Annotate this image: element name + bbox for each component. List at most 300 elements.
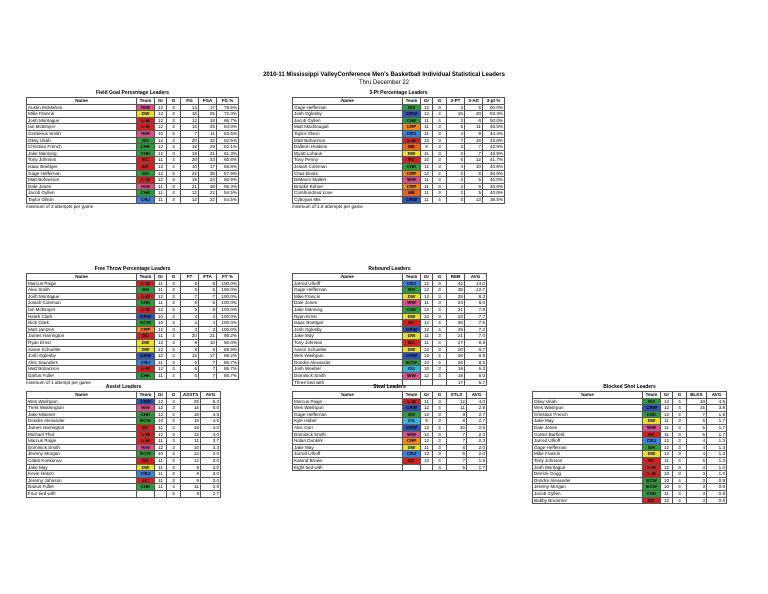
column-header: Name <box>27 392 137 399</box>
stat-cell: 25 <box>181 398 201 405</box>
stat-cell: 7.8 <box>465 306 487 313</box>
stat-cell: 12 <box>155 444 167 451</box>
stat-cell: 12 <box>421 111 433 118</box>
team-badge: CHK <box>643 411 661 418</box>
team-badge: DW <box>403 313 421 320</box>
player-name: Tony Johnson <box>293 339 403 346</box>
stat-cell: 15 <box>687 405 707 412</box>
stat-cell: 12 <box>181 190 199 197</box>
tp-note: minimum of 1.5 attempts per game <box>292 203 363 209</box>
stat-cell: 10 <box>447 424 467 431</box>
stat-cell: 10 <box>421 359 433 366</box>
stat-cell: 12 <box>155 117 167 124</box>
player-name: Matt Bohannon <box>293 137 403 144</box>
stat-cell: 6 <box>199 300 217 307</box>
stat-cell: 1.3 <box>707 438 727 445</box>
table-row <box>293 464 487 471</box>
stat-cell: 3 <box>167 280 181 287</box>
team-badge: EC <box>643 431 661 438</box>
stat-cell: 3 <box>433 398 447 405</box>
column-header: AVG <box>707 392 727 399</box>
stat-cell: 62.1% <box>217 144 239 151</box>
stat-cell: 11 <box>155 333 167 340</box>
team-badge: ECW <box>403 359 421 366</box>
stat-cell: 58.8% <box>217 163 239 170</box>
table-row <box>533 431 727 438</box>
player-name: Wyatt Lohaus <box>293 150 403 157</box>
team-badge: CRP <box>403 124 421 131</box>
stat-cell: 3 <box>433 366 447 373</box>
stat-cell: 38 <box>199 170 217 177</box>
player-name: Christian French <box>27 144 137 151</box>
column-header: Gr <box>155 392 167 399</box>
player-name: Isaac Boettger <box>27 163 137 170</box>
team-badge: CRW <box>137 353 155 360</box>
stat-cell: 12 <box>181 196 199 203</box>
column-header: Name <box>293 98 403 105</box>
column-header: G <box>673 392 687 399</box>
stat-cell: 8 <box>199 280 217 287</box>
stat-cell: 7.2 <box>465 326 487 333</box>
stat-cell: 3 <box>433 451 447 458</box>
stat-cell: 5 <box>465 177 483 184</box>
table-row <box>533 405 727 412</box>
player-name: Dondre Alexander <box>293 359 403 366</box>
stat-cell: 16 <box>465 137 483 144</box>
stat-cell: 11 <box>155 280 167 287</box>
column-header: Team <box>137 392 155 399</box>
table-row <box>293 183 505 190</box>
stat-cell: 11 <box>155 484 167 491</box>
table-row <box>27 464 221 471</box>
rb-title: Rebound Leaders <box>368 266 411 272</box>
stat-cell: 11 <box>421 183 433 190</box>
fg-table <box>26 97 239 204</box>
team-badge: CHK <box>403 163 421 170</box>
stat-cell: 88.9% <box>217 346 239 353</box>
team-badge: DW <box>643 451 661 458</box>
stat-cell: 2.5 <box>467 424 487 431</box>
stat-cell: 4 <box>167 313 181 320</box>
stat-cell: 12 <box>155 326 167 333</box>
stat-cell: 8 <box>447 411 467 418</box>
stat-cell: 12 <box>155 339 167 346</box>
table-row <box>293 196 505 203</box>
stat-cell: 12 <box>155 124 167 131</box>
stat-cell: 6 <box>199 287 217 294</box>
column-header: Team <box>643 392 661 399</box>
stat-cell: 3 <box>433 104 447 111</box>
stat-cell: 4 <box>673 484 687 491</box>
team-badge: DH <box>403 104 421 111</box>
stat-cell: 54.5% <box>217 196 239 203</box>
team-badge <box>137 490 155 497</box>
player-name: Dale Jones <box>533 424 643 431</box>
stat-cell: 3 <box>167 130 181 137</box>
stat-cell: 38 <box>199 183 217 190</box>
stat-cell: 57.9% <box>217 170 239 177</box>
stat-cell: 11 <box>155 464 167 471</box>
team-badge: ECW <box>643 484 661 491</box>
stat-cell: 15 <box>181 353 199 360</box>
table-row <box>27 196 239 203</box>
stat-cell: 4.5 <box>707 398 727 405</box>
team-badge: L-M <box>403 398 421 405</box>
stat-cell: 3 <box>687 471 707 478</box>
header-row <box>293 392 487 399</box>
stat-cell: 55.9% <box>217 177 239 184</box>
stat-cell: 3 <box>167 490 181 497</box>
page-title: 2010-11 Mississippi ValleyConference Men's Basketball Individual Statistical Leaders <box>263 72 505 78</box>
player-name: Josiah Coleman <box>293 163 403 170</box>
stat-cell: 41.7% <box>483 157 505 164</box>
table-row <box>293 117 505 124</box>
st-table <box>292 391 487 471</box>
stat-cell: 3 <box>167 306 181 313</box>
table-row <box>27 313 239 320</box>
stat-cell: 2.7 <box>467 418 487 425</box>
stat-cell: 5 <box>687 418 707 425</box>
stat-cell: 40.0% <box>483 177 505 184</box>
stat-cell: 17 <box>199 163 217 170</box>
team-badge: DS <box>403 366 421 373</box>
player-name: Wes Washpun <box>293 405 403 412</box>
team-badge: DW <box>403 333 421 340</box>
team-badge: CRJ <box>403 130 421 137</box>
team-badge: CRW <box>403 405 421 412</box>
table-row <box>27 280 239 287</box>
stat-cell: 3 <box>433 183 447 190</box>
table-row <box>27 372 239 379</box>
stat-cell: 6.8 <box>465 339 487 346</box>
page-subtitle: Thru December 22 <box>358 80 410 86</box>
st-title: Steal Leaders <box>373 384 406 390</box>
team-badge: DH <box>643 398 661 405</box>
table-row <box>27 163 239 170</box>
stat-cell: 20 <box>181 137 199 144</box>
stat-cell: 4 <box>167 190 181 197</box>
stat-cell: 4 <box>433 339 447 346</box>
table-row <box>27 431 221 438</box>
stat-cell: 2 <box>447 190 465 197</box>
stat-cell: 7 <box>199 293 217 300</box>
column-header: BLKS <box>687 392 707 399</box>
stat-cell: 3 <box>673 438 687 445</box>
stat-cell: 95.2% <box>217 333 239 340</box>
stat-cell <box>421 464 433 471</box>
player-name: Dondre Alexander <box>533 477 643 484</box>
team-badge: L-M <box>137 177 155 184</box>
team-badge: CHK <box>643 490 661 497</box>
player-name: Kevin Hosch <box>27 471 137 478</box>
stat-cell: 3 <box>167 477 181 484</box>
stat-cell: 31 <box>199 150 217 157</box>
stat-cell: 5 <box>199 306 217 313</box>
stat-cell: 6.3 <box>465 366 487 373</box>
stat-cell: 12 <box>421 320 433 327</box>
stat-cell: 12 <box>155 346 167 353</box>
stat-cell: 7 <box>199 366 217 373</box>
stat-cell: 6 <box>181 287 199 294</box>
stat-cell: 1.3 <box>707 444 727 451</box>
player-name: Tony Penny <box>293 157 403 164</box>
stat-cell: 11 <box>421 339 433 346</box>
stat-cell: 3.0 <box>201 471 221 478</box>
stat-cell: 3 <box>167 471 181 478</box>
team-badge: EC <box>137 477 155 484</box>
stat-cell: 2 <box>447 183 465 190</box>
stat-cell: 4 <box>673 398 687 405</box>
team-badge: DH <box>403 287 421 294</box>
stat-cell: 20 <box>447 346 465 353</box>
header-row <box>533 392 727 399</box>
stat-cell: 20 <box>181 333 199 340</box>
stat-cell: 55.3% <box>217 183 239 190</box>
stat-cell: 4 <box>167 418 181 425</box>
table-row <box>533 457 727 464</box>
team-badge: DW <box>403 150 421 157</box>
stat-cell: 43.8% <box>483 137 505 144</box>
stat-cell: 64.0% <box>217 124 239 131</box>
stat-cell: 44.4% <box>483 130 505 137</box>
player-name: Jake Misener <box>27 411 137 418</box>
column-header: Gr <box>155 98 167 105</box>
table-row <box>293 170 505 177</box>
team-badge: EC <box>137 157 155 164</box>
column-header: FT <box>181 274 199 281</box>
player-name: Mike Francis <box>533 451 643 458</box>
table-row <box>533 451 727 458</box>
team-badge: WW <box>137 104 155 111</box>
stat-cell: 11 <box>421 333 433 340</box>
team-badge: DW <box>643 418 661 425</box>
column-header: 3-pt % <box>483 98 505 105</box>
team-badge: ECW <box>137 418 155 425</box>
stat-cell: 19 <box>181 177 199 184</box>
column-header: G <box>433 98 447 105</box>
stat-cell: 6.7 <box>465 346 487 353</box>
team-badge: EC <box>643 457 661 464</box>
team-badge: DH <box>137 137 155 144</box>
stat-cell: 6 <box>181 300 199 307</box>
column-header: G <box>167 392 181 399</box>
stat-cell: 100.0% <box>217 287 239 294</box>
stat-cell: 11 <box>155 372 167 379</box>
table-row <box>27 359 239 366</box>
stat-cell: 90.0% <box>217 339 239 346</box>
stat-cell: 21 <box>181 183 199 190</box>
table-row <box>293 300 487 307</box>
stat-cell: 4 <box>433 320 447 327</box>
team-badge: DW <box>137 346 155 353</box>
player-name: Taylor Olson <box>293 130 403 137</box>
stat-cell: 4 <box>167 398 181 405</box>
player-name: Chaz Boots <box>293 170 403 177</box>
stat-cell: 8.0 <box>465 300 487 307</box>
stat-cell: 10 <box>199 339 217 346</box>
stat-cell: 7 <box>447 457 467 464</box>
stat-cell: 4 <box>167 320 181 327</box>
stat-cell: 11 <box>181 438 201 445</box>
stat-cell: 0.8 <box>707 477 727 484</box>
table-row <box>293 339 487 346</box>
stat-cell: 3 <box>167 300 181 307</box>
stat-cell: 12 <box>181 117 199 124</box>
table-row <box>27 124 239 131</box>
stat-cell: 4.0 <box>201 424 221 431</box>
stat-cell: 7 <box>447 438 467 445</box>
player-name: Tony Johnson <box>533 457 643 464</box>
stat-cell: 4 <box>673 490 687 497</box>
stat-cell: 11 <box>155 471 167 478</box>
team-badge: CRW <box>403 111 421 118</box>
team-badge <box>403 464 421 471</box>
stat-cell: 12 <box>155 353 167 360</box>
stat-cell: 3 <box>447 117 465 124</box>
column-header: Name <box>293 392 403 399</box>
stat-cell: 4 <box>673 411 687 418</box>
stat-cell: 4 <box>181 320 199 327</box>
stat-cell: 6 <box>465 117 483 124</box>
team-badge: EC <box>403 457 421 464</box>
player-name: Josh Oglesby <box>293 326 403 333</box>
table-row <box>293 438 487 445</box>
stat-cell: 29 <box>199 144 217 151</box>
team-badge: L-M <box>137 366 155 373</box>
stat-cell: 3 <box>447 150 465 157</box>
stat-cell: 5 <box>465 170 483 177</box>
player-name: Cerderius Smith <box>27 130 137 137</box>
table-row <box>27 333 239 340</box>
stat-cell: 7 <box>465 144 483 151</box>
stat-cell: 3.3 <box>201 444 221 451</box>
player-name: Matt Bohannon <box>27 366 137 373</box>
team-badge: L-M <box>137 431 155 438</box>
stat-cell: 4 <box>167 451 181 458</box>
stat-cell: 3 <box>199 326 217 333</box>
player-name: Heath Clark <box>27 313 137 320</box>
column-header: Name <box>27 274 137 281</box>
player-name: Dondre Alexander <box>27 418 137 425</box>
table-row <box>27 471 221 478</box>
column-header: Name <box>293 274 403 281</box>
stat-cell: 12 <box>181 457 201 464</box>
stat-cell: 12 <box>421 170 433 177</box>
stat-cell: 4 <box>433 111 447 118</box>
table-row <box>533 438 727 445</box>
stat-cell: 50.0% <box>483 117 505 124</box>
team-badge: ME <box>403 144 421 151</box>
player-name: Kyle Haber <box>293 418 403 425</box>
stat-cell: 11 <box>155 477 167 484</box>
table-row <box>293 372 487 379</box>
player-name: Jake Manning <box>293 306 403 313</box>
stat-cell: 9 <box>181 471 201 478</box>
stat-cell: 12 <box>155 177 167 184</box>
stat-cell: 11 <box>447 405 467 412</box>
column-header: Gr <box>661 392 673 399</box>
stat-cell: 11 <box>199 130 217 137</box>
stat-cell: 3 <box>167 359 181 366</box>
player-name: Darius Fuller <box>27 484 137 491</box>
stat-cell: 3 <box>673 451 687 458</box>
column-header: Team <box>403 274 421 281</box>
stat-cell: 4 <box>167 484 181 491</box>
stat-cell: 20 <box>181 157 199 164</box>
stat-cell: 4 <box>433 405 447 412</box>
player-name: Jarrod Ulhoff <box>293 280 403 287</box>
fg-section <box>26 90 239 210</box>
stat-cell: 8 <box>181 346 199 353</box>
player-name: Aaron Schueller <box>293 346 403 353</box>
stat-cell: 3 <box>673 471 687 478</box>
player-name: Ryan Ernst <box>293 313 403 320</box>
table-row <box>533 490 727 497</box>
team-badge: DH <box>137 170 155 177</box>
stat-cell: 21 <box>447 333 465 340</box>
table-row <box>293 418 487 425</box>
stat-cell: 31 <box>447 306 465 313</box>
stat-cell: 5 <box>181 306 199 313</box>
stat-cell: 3.0 <box>201 477 221 484</box>
player-name: Jacob Gyllen <box>533 490 643 497</box>
stat-cell: 4 <box>433 359 447 366</box>
stat-cell: 5 <box>687 431 707 438</box>
player-name: Austin McMahon <box>27 104 137 111</box>
stat-cell: 16 <box>181 124 199 131</box>
stat-cell: 4 <box>167 372 181 379</box>
stat-cell: 100.0% <box>217 326 239 333</box>
stat-cell: 4 <box>447 130 465 137</box>
team-badge: CHK <box>403 117 421 124</box>
stat-cell: 4 <box>687 438 707 445</box>
stat-cell: 15 <box>181 405 201 412</box>
stat-cell: 38.5% <box>483 196 505 203</box>
player-name: Josh Montague <box>533 464 643 471</box>
stat-cell: 1.8 <box>467 457 487 464</box>
table-row <box>293 424 487 431</box>
column-header: 3-PT <box>447 98 465 105</box>
stat-cell: 24 <box>447 300 465 307</box>
stat-cell: 12 <box>661 405 673 412</box>
team-badge: CRW <box>137 313 155 320</box>
team-badge: L-M <box>137 438 155 445</box>
table-row <box>27 477 221 484</box>
stat-cell: 3 <box>433 346 447 353</box>
stat-cell: 3 <box>687 497 707 504</box>
table-row <box>27 320 239 327</box>
stat-cell: 10 <box>421 157 433 164</box>
fg-note: minimum of 3 attempts per game <box>26 203 94 209</box>
stat-cell: 3 <box>167 183 181 190</box>
stat-cell: 38 <box>447 287 465 294</box>
player-name: Cortez Barfield <box>533 431 643 438</box>
column-header: Gr <box>421 392 433 399</box>
stat-cell: 3 <box>433 372 447 379</box>
stat-cell: 10 <box>155 313 167 320</box>
stat-cell: 1.3 <box>707 451 727 458</box>
stat-cell: 3 <box>167 326 181 333</box>
stat-cell: 2.0 <box>467 451 487 458</box>
player-name: Marcus Paige <box>27 280 137 287</box>
team-badge: L-M <box>137 306 155 313</box>
team-badge: L-M <box>643 471 661 478</box>
table-row <box>27 339 239 346</box>
stat-cell: 3 <box>673 418 687 425</box>
team-badge: CRJ <box>137 359 155 366</box>
team-badge: L-M <box>137 280 155 287</box>
stat-cell: 12 <box>155 306 167 313</box>
